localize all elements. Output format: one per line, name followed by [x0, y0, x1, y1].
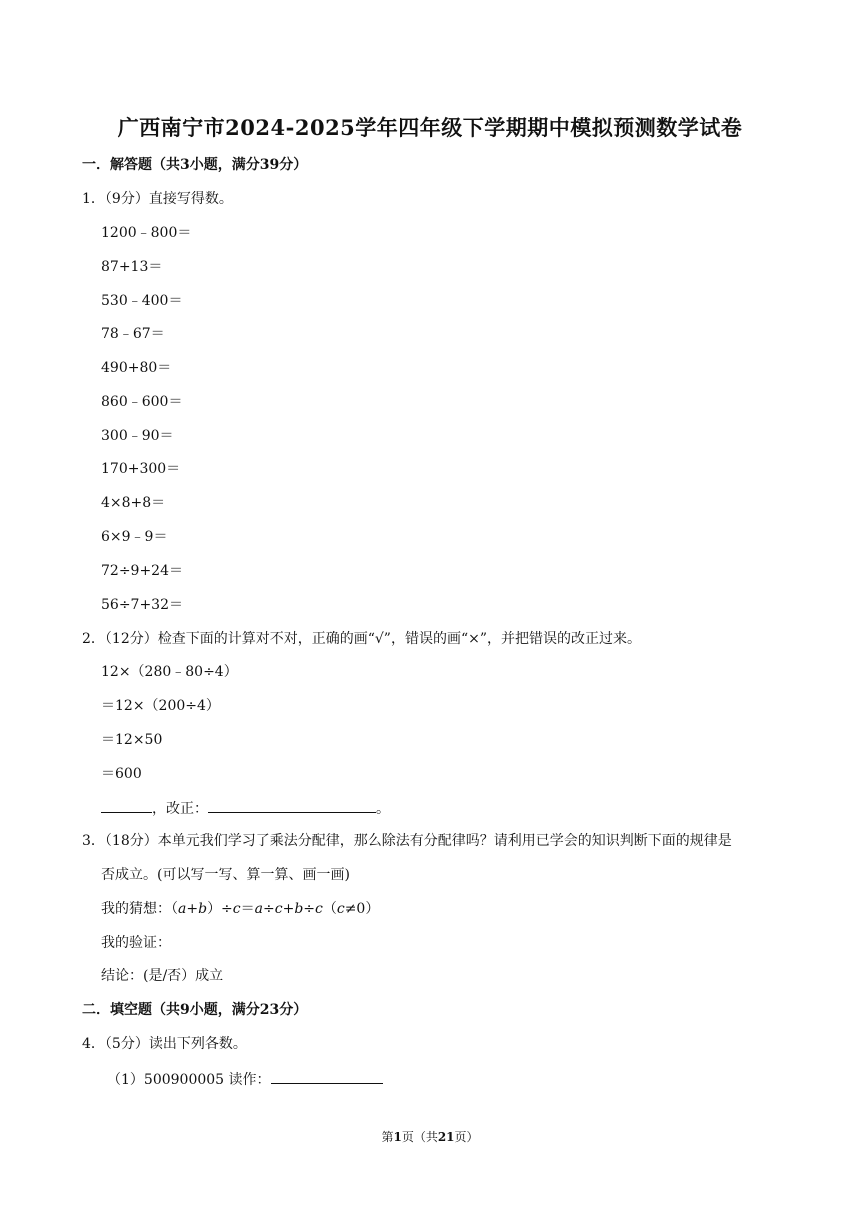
- conclusion-label: 结论：(是/否）成立: [101, 968, 224, 984]
- calc-item: 87+13＝: [101, 259, 163, 275]
- calc-item: 300﹣90＝: [101, 428, 174, 444]
- var-c: c: [315, 901, 323, 917]
- reading-blank[interactable]: [271, 1069, 383, 1084]
- calc-step: 12×（280﹣80÷4）: [101, 664, 238, 680]
- var-a: a: [178, 901, 187, 917]
- equals: ＝: [240, 901, 255, 917]
- calc-item: 72÷9+24＝: [101, 563, 183, 579]
- answer-mid-text: ，改正：: [152, 801, 208, 817]
- calc-item: 530﹣400＝: [101, 293, 183, 309]
- question-2-heading: 2．（12分）检查下面的计算对不对，正确的画“√”，错误的画“×”，并把错误的改正过来。: [82, 631, 641, 647]
- calc-item: 860﹣600＝: [101, 394, 183, 410]
- exam-title: 广西南宁市2024-2025学年四年级下学期期中模拟预测数学试卷: [117, 115, 743, 140]
- question-3-heading: 3．（18分）本单元我们学习了乘法分配律，那么除法有分配律吗？请利用已学会的知识判断下面的规律是: [82, 833, 732, 849]
- calc-step: ＝12×（200÷4）: [101, 698, 220, 714]
- question-3-heading-cont: 否成立。(可以写一写、算一算、画一画): [101, 867, 350, 883]
- q4-item-1-text: （1）500900005 读作：: [107, 1072, 271, 1088]
- var-a: a: [254, 901, 263, 917]
- conjecture-line: [101, 900, 379, 918]
- page-number: 1: [393, 1130, 402, 1144]
- calc-step: ＝12×50: [101, 732, 163, 748]
- guess-label: 我的猜想：（: [101, 901, 178, 917]
- plus: +: [282, 901, 295, 917]
- div-sign: ）÷: [207, 901, 233, 917]
- calc-item: 1200﹣800＝: [101, 225, 192, 241]
- footer-pre: 第: [381, 1130, 394, 1144]
- calc-item: 490+80＝: [101, 360, 172, 376]
- div-sign: ÷: [303, 901, 316, 917]
- calc-item: 6×9﹣9＝: [101, 529, 168, 545]
- page-footer: [0, 1128, 860, 1145]
- calc-item: 56÷7+32＝: [101, 597, 183, 613]
- verification-label: 我的验证：: [101, 935, 171, 951]
- var-b: b: [198, 901, 208, 917]
- footer-post: 页）: [454, 1130, 479, 1144]
- var-c: c: [232, 901, 241, 917]
- q4-item-1: [107, 1069, 383, 1089]
- paren: （: [322, 901, 337, 917]
- judgement-blank[interactable]: [101, 798, 152, 813]
- calc-step: ＝600: [101, 766, 142, 782]
- var-c: c: [336, 901, 345, 917]
- calc-item: 78﹣67＝: [101, 326, 165, 342]
- var-b: b: [294, 901, 304, 917]
- calc-item: 170+300＝: [101, 461, 181, 477]
- footer-mid: 页（共: [401, 1130, 438, 1144]
- question-1-heading: 1．（9分）直接写得数。: [82, 191, 233, 207]
- total-pages: 21: [437, 1130, 455, 1144]
- section-2-heading: 二．填空题（共9小题，满分23分）: [82, 1002, 308, 1018]
- div-sign: ÷: [263, 901, 275, 917]
- section-1-heading: 一．解答题（共3小题，满分39分）: [82, 157, 308, 173]
- question-4-heading: 4．（5分）读出下列各数。: [82, 1036, 247, 1052]
- answer-end-text: 。: [376, 801, 390, 817]
- plus: +: [186, 901, 199, 917]
- not-equal-zero: ≠0）: [344, 901, 380, 917]
- correction-blank[interactable]: [208, 798, 376, 813]
- calc-item: 4×8+8＝: [101, 495, 166, 511]
- q2-answer-line: [101, 798, 390, 818]
- var-c: c: [274, 901, 283, 917]
